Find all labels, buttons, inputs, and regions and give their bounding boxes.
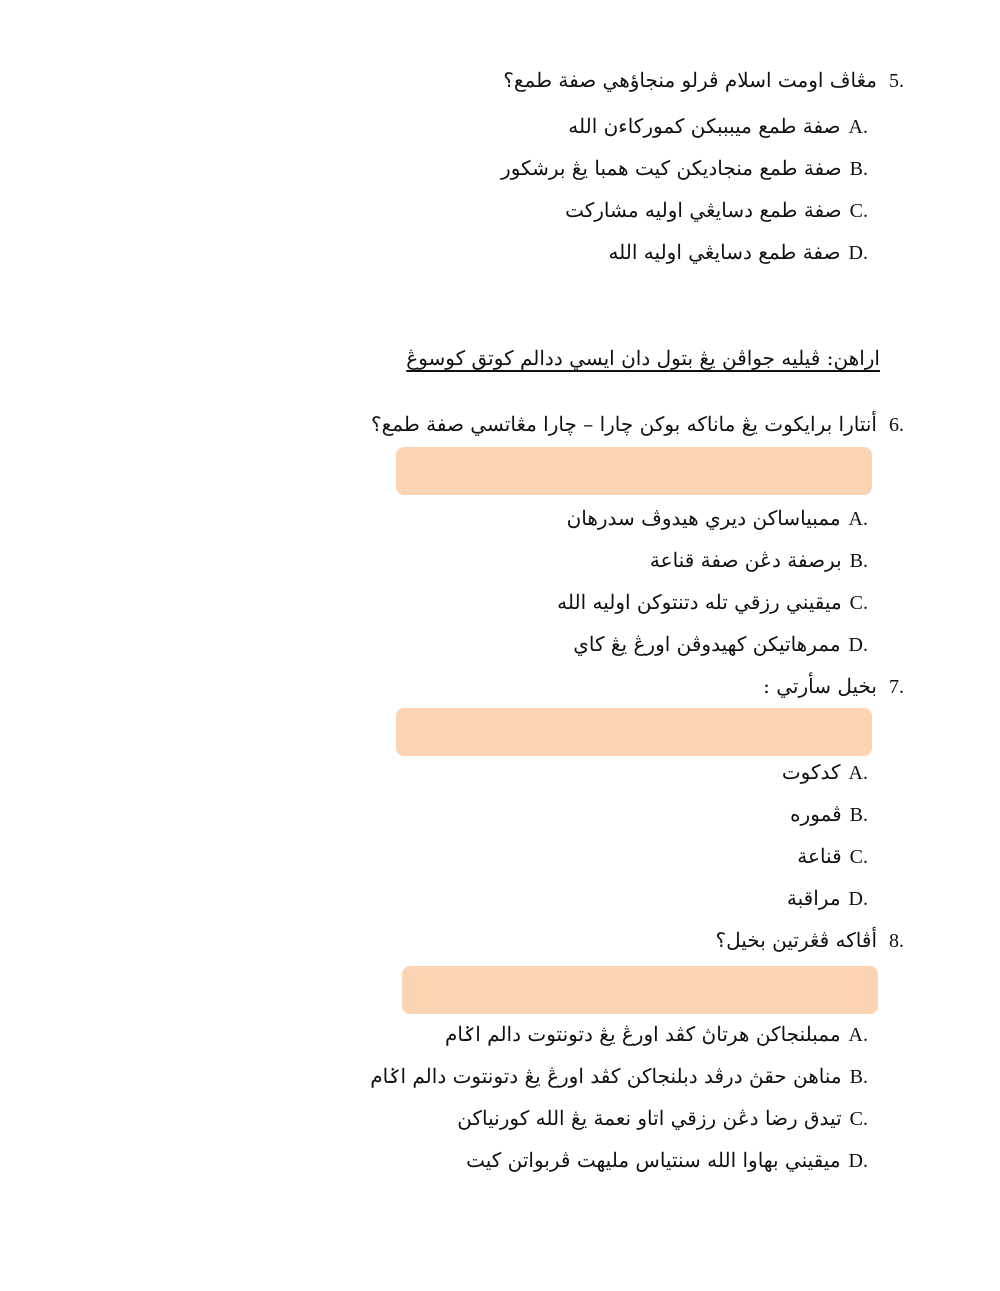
option-text: مناهن حقڽ درڤد دبلنجاكن كڤد اورڠ يڠ دتونتوت دالم اݢام [370,1064,842,1088]
option-6d[interactable] [573,632,868,657]
question-7 [763,674,904,699]
question-text: بخيل سأرتي : [763,674,877,698]
option-8b[interactable] [370,1064,868,1089]
option-text: ممبلنجاكن هرتاڽ كڤد اورڠ يڠ دتونتوت دالم اݢام [445,1022,841,1046]
option-letter: A. [848,508,868,530]
option-text: تيدق رضا دڠن رزقي اتاو نعمة يڠ الله كورنياكن [457,1106,842,1130]
option-text: برصفة دڠن صفة قناعة [649,548,842,572]
option-text: صفة طمع دسايڠي اوليه الله [608,240,841,264]
option-text: مراقبة [786,886,841,910]
option-6c[interactable] [557,590,868,615]
option-letter: C. [849,846,868,868]
option-6a[interactable] [567,506,868,531]
question-number: 6. [889,414,904,436]
option-text: صفة طمع ميبببكن كموركاءن الله [568,114,841,138]
option-8a[interactable] [445,1022,868,1047]
option-text: صفة طمع دسايڠي اوليه مشاركت [565,198,842,222]
option-5b[interactable] [501,156,868,181]
question-number: 5. [889,70,904,92]
question-6 [371,412,904,437]
option-letter: C. [849,1108,868,1130]
option-letter: A. [848,1024,868,1046]
option-letter: D. [848,1150,868,1172]
option-8c[interactable] [457,1106,868,1131]
option-letter: C. [849,592,868,614]
option-letter: A. [848,116,868,138]
option-5d[interactable] [608,240,868,265]
option-text: كدكوت [781,760,841,784]
option-letter: D. [848,888,868,910]
option-7b[interactable] [790,802,868,827]
answer-box-8[interactable] [402,966,878,1014]
option-7d[interactable] [787,886,868,911]
question-8 [715,928,904,953]
question-number: 8. [889,930,904,952]
question-5 [503,68,904,93]
option-text: ممرهاتيكن كهيدوڤن اورڠ يڠ كاي [573,632,841,656]
option-5a[interactable] [568,114,868,139]
option-letter: B. [849,804,868,826]
question-text: أنتارا برايكوت يڠ ماناكه بوكن چارا – چارا مڠاتسي صفة طمع؟ [371,412,877,436]
option-letter: D. [848,242,868,264]
option-text: ڤموره [790,802,842,826]
question-text: مڠاڤ اومت اسلام ڤرلو منجاؤهي صفة طمع؟ [503,68,877,92]
option-text: ميقيني بهاوا الله سنتياس مليهت ڤربواتن كيت [466,1148,841,1172]
option-6b[interactable] [650,548,868,573]
option-letter: B. [849,1066,868,1088]
option-letter: D. [848,634,868,656]
option-text: صفة طمع منجاديكن كيت همبا يڠ برشكور [501,156,842,180]
option-text: ممبياساكن ديري هيدوڤ سدرهان [566,506,841,530]
option-letter: A. [848,762,868,784]
answer-box-7[interactable] [396,708,872,756]
instruction-heading: اراهن: ڤيليه جواڤن يڠ بتول دان ايسي ددالم كوتق كوسوڠ [406,346,880,370]
question-number: 7. [889,676,904,698]
option-8d[interactable] [466,1148,868,1173]
option-letter: B. [849,158,868,180]
option-7c[interactable] [797,844,868,869]
option-text: قناعة [797,844,842,868]
option-letter: B. [849,550,868,572]
option-letter: C. [849,200,868,222]
question-text: أڤاكه ڤڠرتين بخيل؟ [715,928,877,952]
option-5c[interactable] [565,198,868,223]
answer-box-6[interactable] [396,447,872,495]
option-7a[interactable] [782,760,868,785]
option-text: ميقيني رزقي تله دتنتوكن اوليه الله [557,590,842,614]
